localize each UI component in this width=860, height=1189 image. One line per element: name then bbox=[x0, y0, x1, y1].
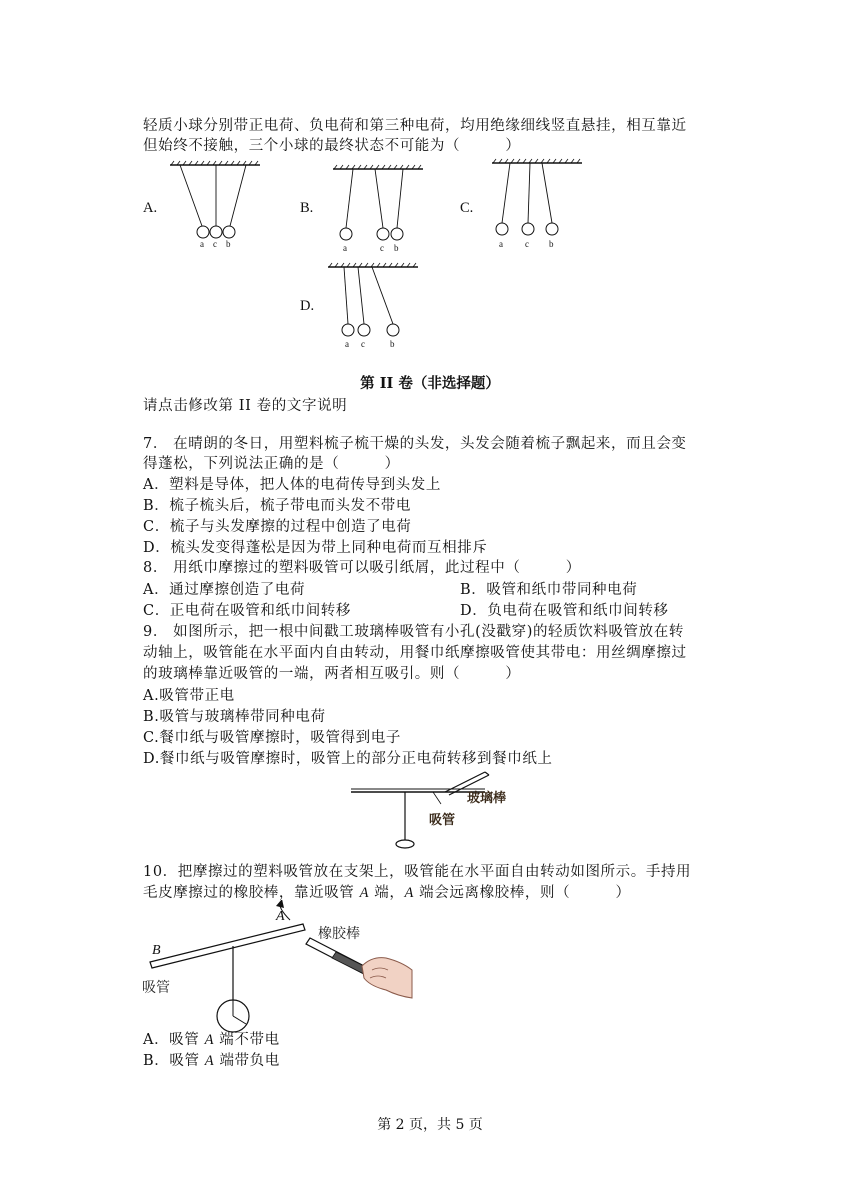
q10-option-b bbox=[143, 1051, 280, 1071]
ball-label-a: a bbox=[343, 243, 347, 253]
q6-option-a-label: A. bbox=[143, 200, 158, 216]
end-a-ref: A bbox=[359, 885, 370, 901]
q9-figure bbox=[345, 770, 535, 854]
q6-option-b-label: B. bbox=[300, 200, 314, 216]
q6-stem-line2: 但始终不接触，三个小球的最终状态不可能为（ ） bbox=[143, 138, 521, 154]
q9-option-b: B.吸管与玻璃棒带同种电荷 bbox=[143, 709, 326, 725]
end-a-ref: A bbox=[204, 1032, 215, 1048]
ball-label-b: b bbox=[394, 243, 399, 253]
page-footer: 第 2 页，共 5 页 bbox=[377, 1117, 483, 1133]
ball-label-c: c bbox=[525, 239, 529, 249]
q7-option-a: A．塑料是导体，把人体的电荷传导到头发上 bbox=[143, 477, 441, 493]
q9-option-c: C.餐巾纸与吸管摩擦时，吸管得到电子 bbox=[143, 730, 401, 746]
q6-figure-c bbox=[490, 158, 586, 250]
q6-figure-d bbox=[326, 262, 422, 352]
q8-stem: 8． 用纸巾摩擦过的塑料吸管可以吸引纸屑，此过程中（ ） bbox=[143, 560, 581, 576]
ball-label-a: a bbox=[345, 339, 349, 349]
q8-option-d: D．负电荷在吸管和纸巾间转移 bbox=[460, 603, 669, 619]
end-a-label: A bbox=[276, 909, 285, 924]
q7-stem-line2: 得蓬松，下列说法正确的是（ ） bbox=[143, 456, 400, 472]
glass-rod-label: 玻璃棒 bbox=[467, 791, 507, 806]
ball-label-c: c bbox=[380, 243, 384, 253]
section-note[interactable]: 请点击修改第 II 卷的文字说明 bbox=[143, 398, 348, 414]
q7-option-d: D．梳头发变得蓬松是因为带上同种电荷而互相排斥 bbox=[143, 540, 488, 556]
q9-stem-line2: 动轴上，吸管能在水平面内自由转动，用餐巾纸摩擦吸管使其带电：用丝绸摩擦过 bbox=[143, 645, 687, 661]
q8-option-b: B．吸管和纸巾带同种电荷 bbox=[460, 582, 638, 598]
ball-label-b: b bbox=[390, 339, 395, 349]
q8-option-a: A．通过摩擦创造了电荷 bbox=[143, 582, 306, 598]
q10-option-text: 端带负电 bbox=[214, 1053, 280, 1069]
end-b-label: B bbox=[152, 943, 161, 958]
ball-label-a: a bbox=[499, 239, 503, 249]
ball-label-a: a bbox=[200, 239, 204, 249]
straw-label: 吸管 bbox=[429, 813, 456, 828]
q6-option-d-label: D. bbox=[300, 298, 315, 314]
end-a-ref: A bbox=[204, 1053, 215, 1069]
q7-option-c: C．梳子与头发摩擦的过程中创造了电荷 bbox=[143, 519, 412, 535]
q8-option-c: C．正电荷在吸管和纸巾间转移 bbox=[143, 603, 351, 619]
q9-stem-line1: 9． 如图所示，把一根中间戳工玻璃棒吸管有小孔(没戳穿)的轻质饮料吸管放在转 bbox=[143, 624, 684, 640]
q10-option-text: A．吸管 bbox=[143, 1032, 205, 1048]
end-a-ref: A bbox=[404, 885, 414, 901]
ball-label-c: c bbox=[361, 339, 365, 349]
section-title: 第 II 卷（非选择题） bbox=[360, 375, 500, 392]
q6-stem-line1: 轻质小球分别带正电荷、负电荷和第三种电荷，均用绝缘细线竖直悬挂，相互靠近 bbox=[143, 118, 687, 134]
ball-label-b: b bbox=[549, 239, 554, 249]
q6-option-c-label: C. bbox=[460, 200, 474, 216]
q9-option-d: D.餐巾纸与吸管摩擦时，吸管上的部分正电荷转移到餐巾纸上 bbox=[143, 751, 553, 767]
ball-label-c: c bbox=[213, 239, 217, 249]
q10-stem-line1: 10．把摩擦过的塑料吸管放在支架上，吸管能在水平面自由转动如图所示。手持用 bbox=[143, 864, 692, 880]
q10-stem-text: 端会远离橡胶棒，则（ ） bbox=[413, 885, 631, 901]
q6-figure-b bbox=[331, 164, 427, 256]
q7-option-b: B．梳子梳头后，梳子带电而头发不带电 bbox=[143, 498, 411, 514]
ball-label-b: b bbox=[226, 239, 231, 249]
rubber-rod-label: 橡胶棒 bbox=[318, 926, 360, 942]
q10-option-a bbox=[143, 1030, 280, 1050]
q10-option-text: 端不带电 bbox=[214, 1032, 280, 1048]
q9-stem-line3: 的玻璃棒靠近吸管的一端，两者相互吸引。则（ ） bbox=[143, 666, 521, 682]
q10-stem-text: 毛皮摩擦过的橡胶棒，靠近吸管 bbox=[143, 885, 360, 901]
q10-option-text: B．吸管 bbox=[143, 1053, 205, 1069]
straw-label: 吸管 bbox=[142, 980, 170, 996]
q10-stem-text: 端， bbox=[369, 885, 405, 901]
q6-figure-a bbox=[168, 160, 264, 250]
q7-stem-line1: 7． 在晴朗的冬日，用塑料梳子梳干燥的头发，头发会随着梳子飘起来，而且会变 bbox=[143, 436, 687, 452]
q9-option-a: A.吸管带正电 bbox=[143, 688, 235, 704]
q10-figure bbox=[140, 900, 420, 1036]
